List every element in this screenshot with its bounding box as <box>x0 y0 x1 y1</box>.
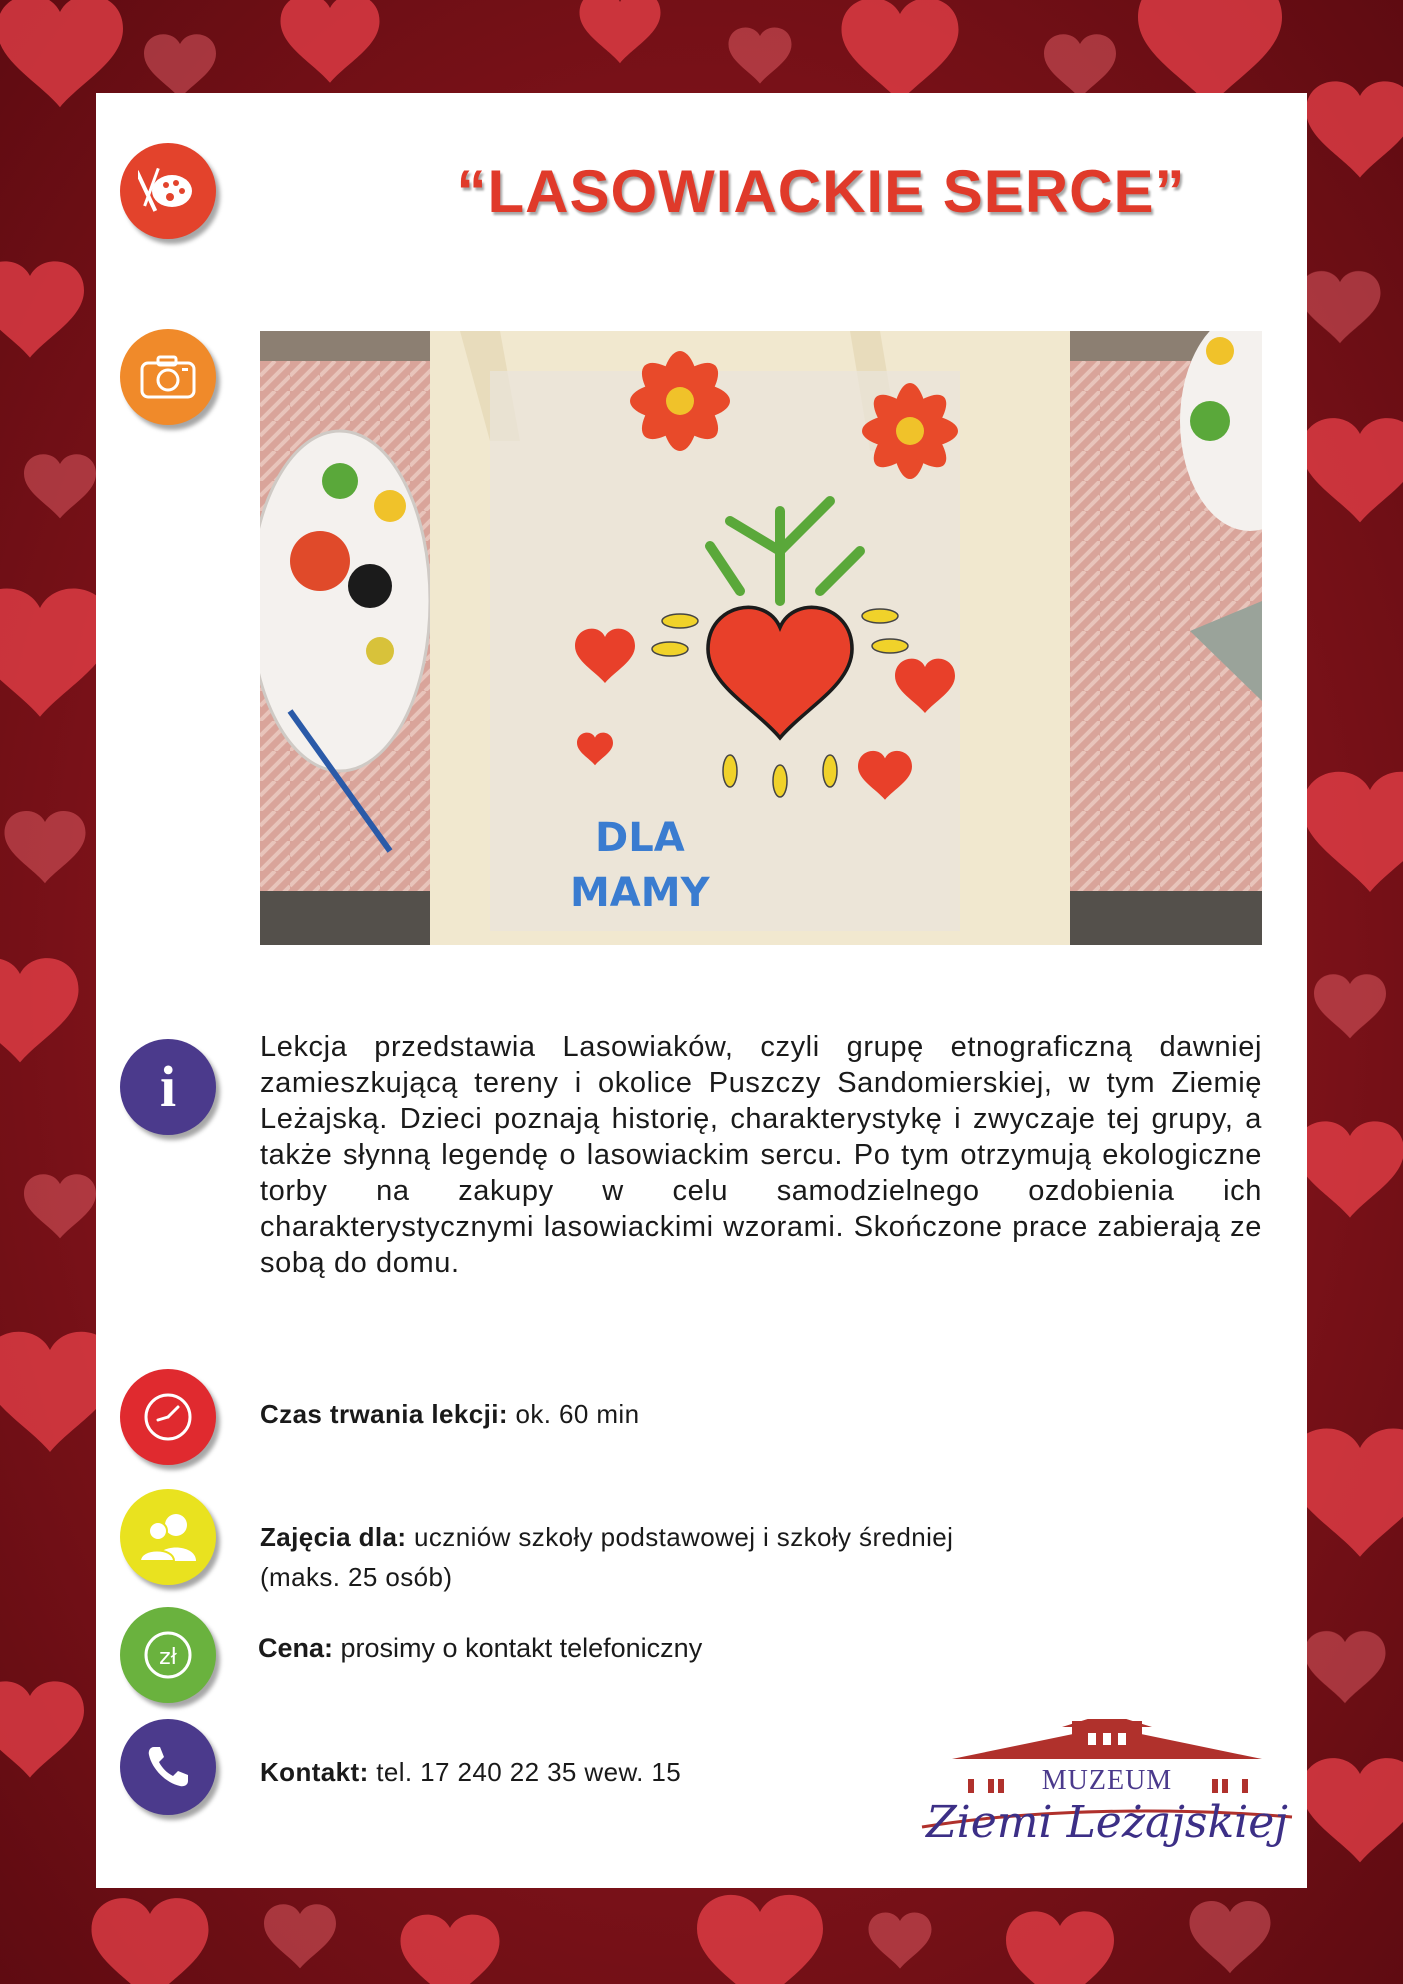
bag-text-line2: MAMY <box>570 870 710 916</box>
contact-value: tel. 17 240 22 35 wew. 15 <box>376 1757 682 1787</box>
audience-value: uczniów szkoły podstawowej i szkoły średniej <box>414 1522 954 1552</box>
people-icon <box>120 1489 216 1585</box>
price-label: Cena: <box>258 1633 334 1663</box>
price-glyph: zł <box>159 1645 177 1670</box>
content-card <box>96 93 1307 1888</box>
phone-icon <box>120 1719 216 1815</box>
zloty-icon <box>120 1607 216 1703</box>
price-value: prosimy o kontakt telefoniczny <box>340 1633 703 1663</box>
camera-icon <box>120 329 216 425</box>
lesson-audience <box>260 1517 1260 1597</box>
logo-line1: MUZEUM <box>1041 1765 1173 1796</box>
contact-label: Kontakt: <box>260 1757 369 1787</box>
museum-logo <box>912 1719 1302 1879</box>
audience-note: (maks. 25 osób) <box>260 1562 453 1592</box>
info-icon <box>120 1039 216 1135</box>
duration-value: ok. 60 min <box>515 1399 640 1429</box>
duration-label: Czas trwania lekcji: <box>260 1399 508 1429</box>
logo-line2: Ziemi Leżajskiej <box>926 1797 1288 1848</box>
lesson-photo <box>260 331 1262 945</box>
lesson-description: Lekcja przedstawia Lasowiaków, czyli grupę etnograficzną dawniej zamieszkującą tereny i okolice Puszczy Sandomierskiej, w tym Ziemię Leżajską. Dzieci poznają historię, charakterystykę i zwyczaje tej grupy, a także słynną legendę o lasowiackim sercu. Po tym otrzymują ekologiczne torby na zakupy w celu samodzielnego ozdobienia ich charakterystycznymi lasowiackimi wzorami. Skończone prace zabierają ze sobą do domu. <box>260 1031 1262 1279</box>
clock-icon <box>120 1369 216 1465</box>
page-title: “LASOWIACKIE SERCE” <box>456 158 1186 225</box>
lesson-duration <box>260 1399 1260 1430</box>
lesson-price <box>258 1633 1258 1664</box>
palette-icon <box>120 143 216 239</box>
info-glyph: i <box>159 1054 177 1119</box>
audience-label: Zajęcia dla: <box>260 1522 407 1552</box>
bag-text-line1: DLA <box>595 815 685 861</box>
